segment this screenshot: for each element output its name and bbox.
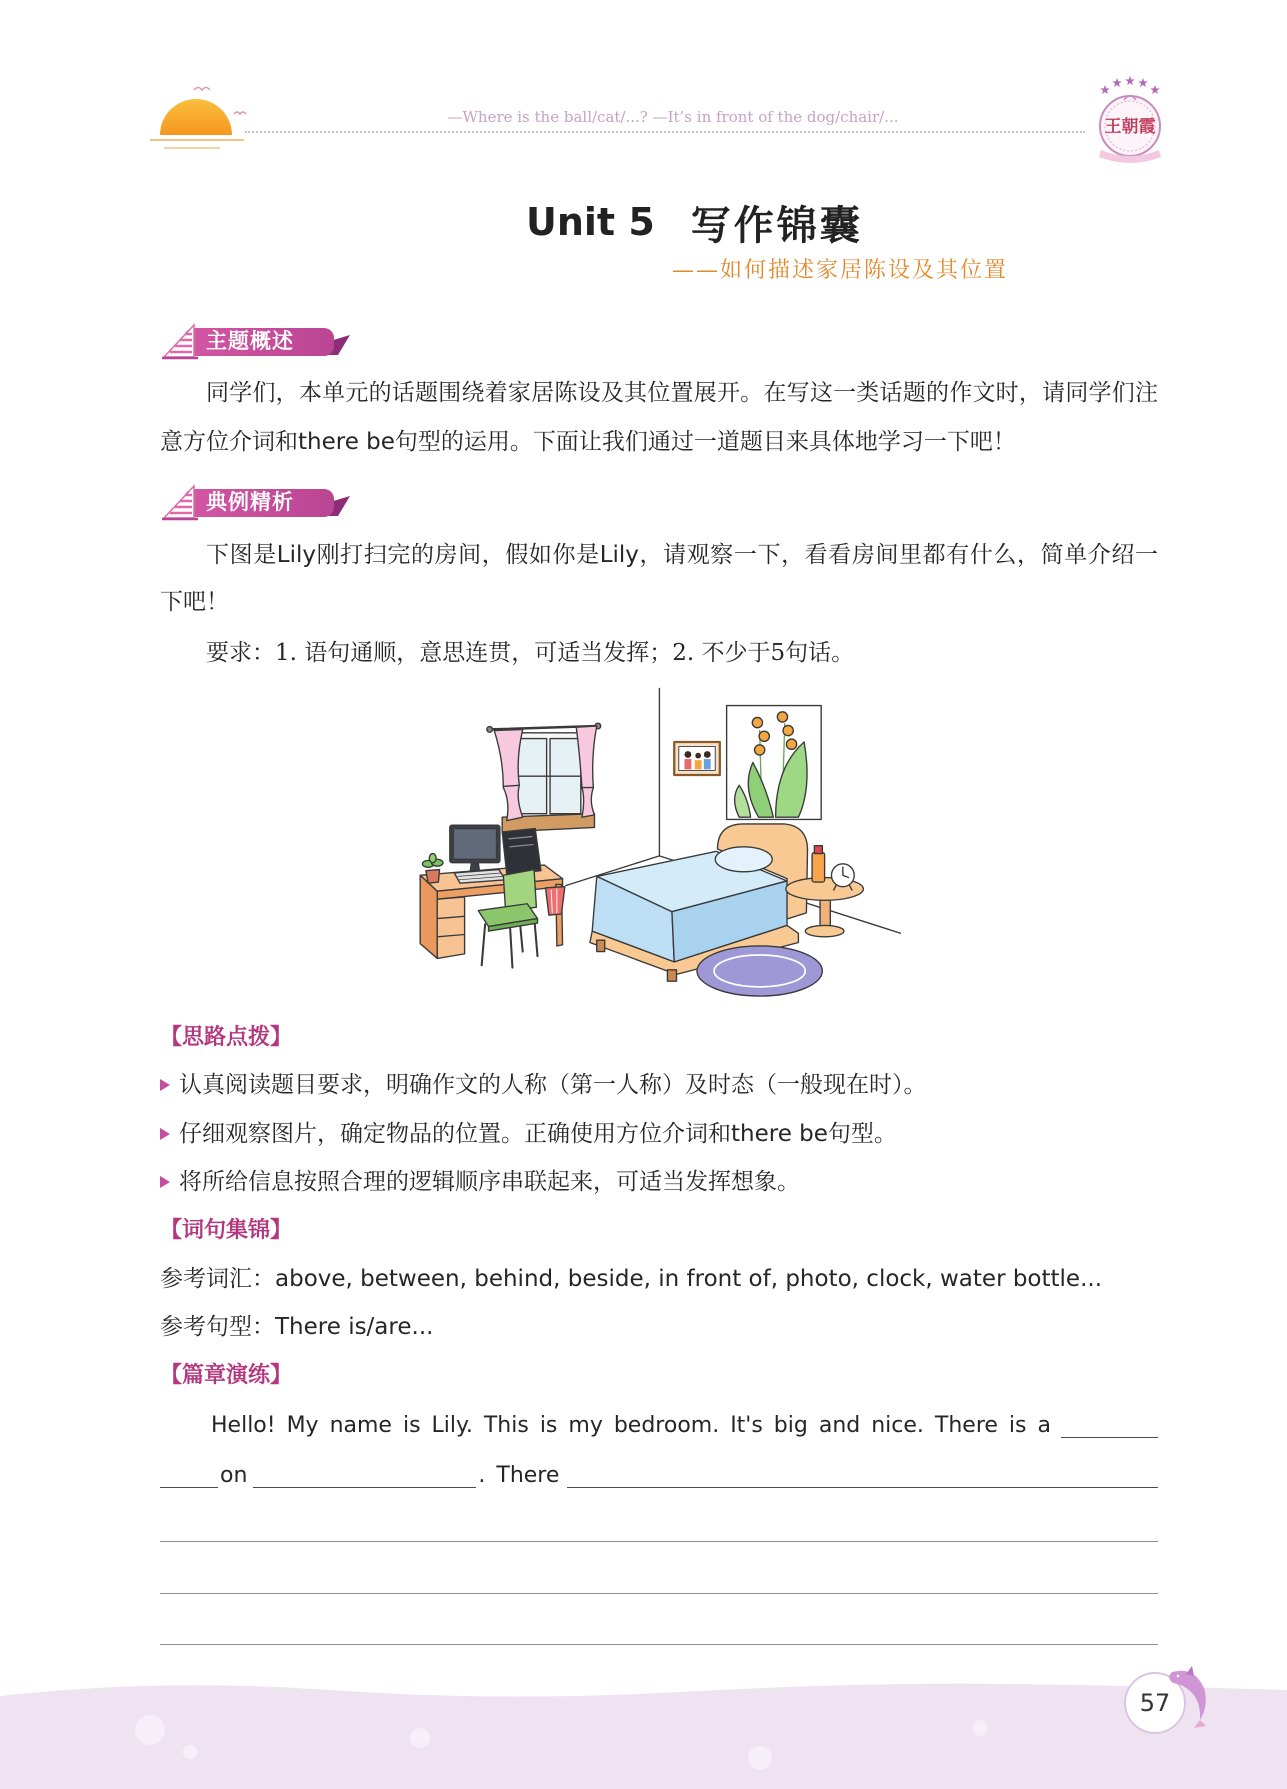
- reference-patterns-list: There is/are...: [275, 1314, 434, 1340]
- fill-in-blank: [1061, 1413, 1158, 1438]
- practice-text-there: . There: [478, 1463, 560, 1488]
- writing-line: [160, 1541, 1158, 1542]
- hint-item: [160, 1114, 1158, 1154]
- family-photo: [674, 742, 720, 775]
- header-dotted-rule: [245, 131, 1085, 133]
- reference-words-label: 参考词汇：: [160, 1266, 275, 1292]
- water-bottle: [812, 846, 825, 882]
- logo-star-icon: [1100, 85, 1110, 94]
- bullet-triangle-icon: [160, 1128, 170, 1140]
- reference-patterns-label: 参考句型：: [160, 1314, 275, 1340]
- hint-item: [160, 1065, 1158, 1105]
- overview-paragraph: 同学们，本单元的话题围绕着家居陈设及其位置展开。在写这一类话题的作文时，请同学们注意方位介词和there be句型的运用。下面让我们通过一道题目来具体地学习一下吧！: [160, 380, 1158, 455]
- wall-painting: [727, 706, 822, 820]
- hint-text: 仔细观察图片，确定物品的位置。正确使用方位介词和there be句型。: [179, 1121, 897, 1147]
- running-title: —Where is the ball/cat/...? —It’s in front of the dog/chair/...: [447, 108, 899, 126]
- fill-in-blank: [160, 1463, 218, 1488]
- logo-star-icon: [1150, 85, 1160, 94]
- computer-tower: [502, 829, 541, 875]
- reference-words-list: above, between, behind, beside, in front of, photo, clock, water bottle...: [275, 1266, 1103, 1292]
- practice-heading-text: 【篇章演练】: [160, 1363, 293, 1388]
- fill-in-blank: [253, 1463, 476, 1488]
- left-curtain: [494, 729, 522, 820]
- hint-item: [160, 1162, 1158, 1202]
- logo-star-icon: [1138, 78, 1148, 87]
- logo-text: 王朝霞: [1104, 117, 1156, 137]
- practice-text: Hello! My name is Lily. This is my bedroom. It's big and nice. There is a: [211, 1413, 1051, 1438]
- section-label: 典例精析: [206, 490, 294, 514]
- footer-wave-band: [0, 1668, 1287, 1789]
- bullet-triangle-icon: [160, 1079, 170, 1091]
- rug: [697, 946, 822, 996]
- unit-number: Unit 5: [526, 200, 655, 244]
- practice-text-on: on: [220, 1463, 248, 1488]
- section-badge-overview: [158, 321, 350, 361]
- reference-words: [160, 1259, 1158, 1299]
- computer-monitor: [450, 825, 500, 871]
- sunset-icon: [150, 76, 250, 156]
- hints-heading-text: 【思路点拨】: [160, 1025, 293, 1050]
- fill-in-blank: [567, 1463, 1158, 1488]
- page-title: [526, 196, 863, 248]
- page-number: 57: [1139, 1689, 1171, 1717]
- example-requirements: 要求：1. 语句通顺，意思连贯，可适当发挥；2. 不少于5句话。: [206, 640, 855, 666]
- practice-line-1: [211, 1406, 1158, 1446]
- hint-text: 将所给信息按照合理的逻辑顺序串联起来，可适当发挥想象。: [179, 1169, 800, 1195]
- book-stack-icon: [162, 325, 198, 358]
- example-prompt: 下图是Lily刚打扫完的房间，假如你是Lily，请观察一下，看看房间里都有什么，简单介绍一下吧！: [160, 542, 1158, 615]
- title-main: 写作锦囊: [690, 202, 863, 249]
- hints-heading: [160, 1017, 1158, 1057]
- reference-patterns: [160, 1307, 1158, 1347]
- section-label: 主题概述: [206, 329, 294, 353]
- hint-text: 认真阅读题目要求，明确作文的人称（第一人称）及时态（一般现在时）。: [179, 1072, 927, 1098]
- book-stack-icon: [162, 486, 198, 519]
- section-badge-example: [158, 482, 350, 522]
- logo-star-icon: [1112, 78, 1122, 87]
- practice-line-2: [160, 1456, 1158, 1496]
- waste-bin: [545, 887, 564, 915]
- page-subtitle: ——如何描述家居陈设及其位置: [672, 258, 1009, 283]
- writing-line: [160, 1593, 1158, 1594]
- bullet-triangle-icon: [160, 1176, 170, 1188]
- writing-line: [160, 1644, 1158, 1645]
- practice-heading: [160, 1355, 1158, 1395]
- publisher-logo: [1083, 74, 1177, 168]
- vocabulary-heading-text: 【词句集锦】: [160, 1218, 293, 1243]
- bedroom-illustration: [411, 685, 901, 1004]
- vocabulary-heading: [160, 1210, 1158, 1250]
- logo-star-icon: [1125, 76, 1135, 85]
